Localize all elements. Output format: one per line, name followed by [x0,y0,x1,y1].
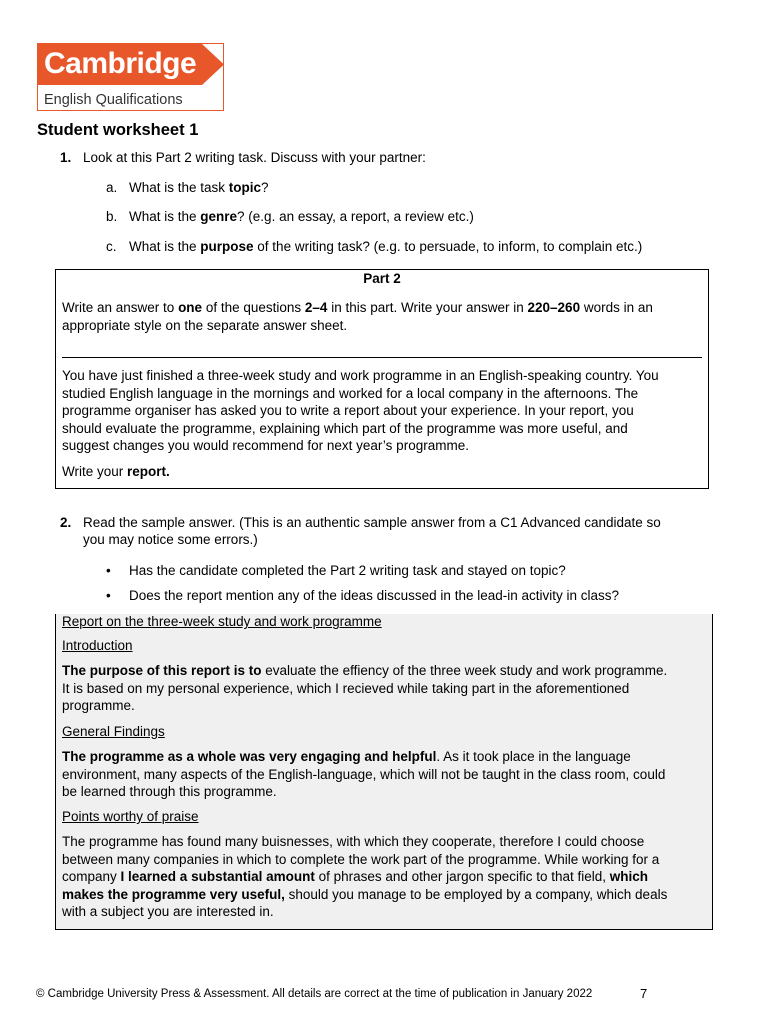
q1-item-a-letter: a. [106,180,118,195]
task-prompt: You have just finished a three-week study and work programme in an English-speaking country. You studied English language in the mornings and worked for a local company in the afternoons. The programme organiser has asked you to write a report about your experience. In your report, you should evaluate the programme, explaining which part of the programme was more useful, and suggest changes you would recommend for next year’s programme. [62,368,659,453]
sample-heading-general-findings: General Findings [62,724,165,739]
sample-general-paragraph: The programme as a whole was very engaging and helpful. As it took place in the language environment, many aspects of the English-language, which will not be taught in the class room, could be learned through this programme. [62,749,666,799]
task-heading: Part 2 [363,271,401,286]
sample-introduction-paragraph: The purpose of this report is to evaluate the effiency of the three week study and work programme. It is based on my personal experience, which I recieved while taking part in the aforementioned programme. [62,663,668,713]
q1-item-c-letter: c. [106,239,117,254]
cambridge-logo [37,43,224,111]
sample-praise-paragraph: The programme has found many buisnesses, with which they cooperate, therefore I could choose between many companies in which to complete the work part of the programme. While working for a company I learned a substantial amount of phrases and other jargon specific to that field, which makes the programme very useful, should you manage to be employed by a company, which deals with a subject you are interested in. [62,834,668,919]
sample-heading-introduction: Introduction [62,638,133,653]
q1-item-c: What is the purpose of the writing task? (e.g. to persuade, to inform, to complain etc.) [129,239,643,254]
page-number: 7 [640,986,648,1001]
q1-item-b: What is the genre? (e.g. an essay, a report, a review etc.) [129,209,474,224]
task-instructions: Write an answer to one of the questions 2–4 in this part. Write your answer in 220–260 words in an appropriate style on the separate answer sheet. [62,300,653,333]
q1-item-b-letter: b. [106,209,118,224]
q2-bullet-2: Does the report mention any of the ideas discussed in the lead-in activity in class? [129,588,620,603]
writing-task-box [55,269,709,489]
q1-text: Look at this Part 2 writing task. Discuss with your partner: [83,150,426,165]
task-write-report: Write your report. [62,464,170,479]
q2-bullet-2-mark: • [106,588,111,603]
page-title: Student worksheet 1 [37,121,199,139]
q2-number: 2. [60,515,72,530]
q2-bullet-1: Has the candidate completed the Part 2 writing task and stayed on topic? [129,563,566,578]
q2-bullet-1-mark: • [106,563,111,578]
logo-subtitle: English Qualifications [44,92,183,108]
task-divider [62,357,702,358]
footer-copyright: © Cambridge University Press & Assessment. All details are correct at the time of publication in January 2022 [36,988,593,1000]
logo-band [38,44,224,85]
sample-title: Report on the three-week study and work programme [62,614,382,629]
sample-answer-box [55,614,713,930]
q2-text: Read the sample answer. (This is an authentic sample answer from a C1 Advanced candidate so you may notice some errors.) [83,515,661,547]
sample-heading-praise: Points worthy of praise [62,809,199,824]
q1-item-a: What is the task topic? [129,180,269,195]
q1-number: 1. [60,150,72,165]
logo-brand-text: Cambridge [44,47,197,80]
